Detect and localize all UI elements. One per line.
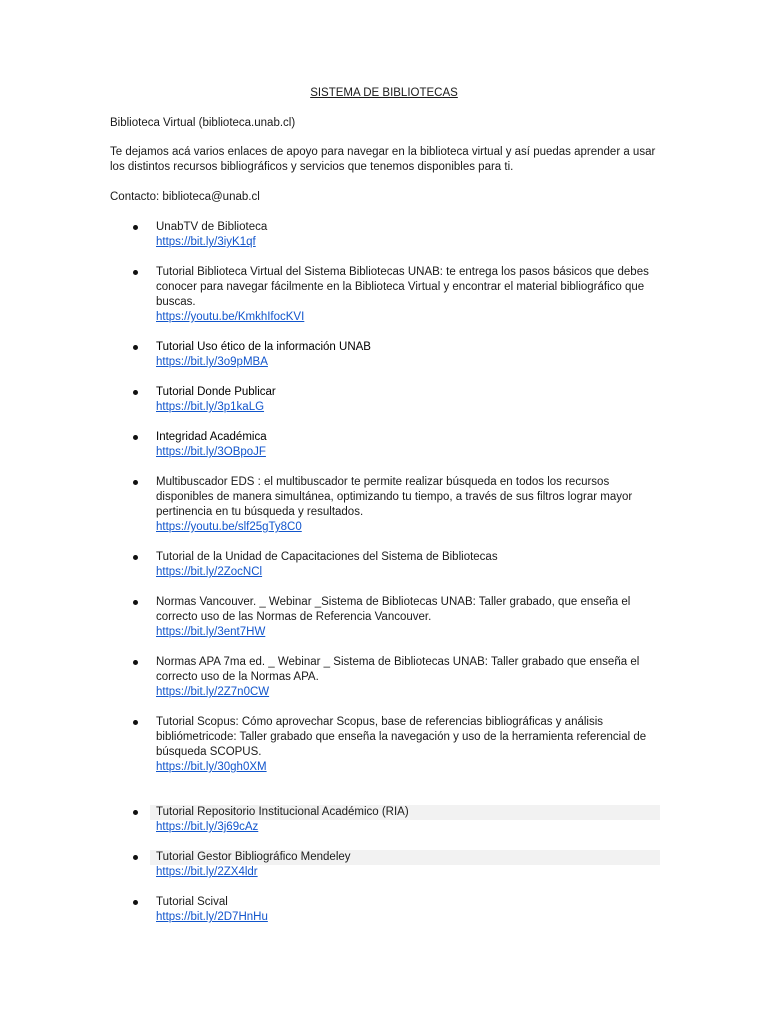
item-link[interactable]: https://bit.ly/2Z7n0CW bbox=[156, 686, 270, 698]
item-link[interactable]: https://youtu.be/slf25gTy8C0 bbox=[156, 521, 302, 533]
item-text: Tutorial Biblioteca Virtual del Sistema Bibliotecas UNAB: te entrega los pasos básicos que debes bbox=[156, 266, 649, 278]
item-text: búsqueda SCOPUS. bbox=[156, 746, 262, 758]
bullet-icon bbox=[133, 900, 138, 905]
intro-text-line-1: Te dejamos acá varios enlaces de apoyo para navegar en la biblioteca virtual y así puedas aprender a usar bbox=[110, 146, 656, 158]
library-line: Biblioteca Virtual (biblioteca.unab.cl) bbox=[110, 117, 296, 129]
intro-text-line-2: los distintos recursos bibliográficos y servicios que tenemos disponibles para ti. bbox=[110, 161, 514, 173]
item-link[interactable]: https://bit.ly/30gh0XM bbox=[156, 761, 267, 773]
bullet-icon bbox=[133, 600, 138, 605]
item-text: Tutorial Scival bbox=[156, 896, 228, 908]
item-link[interactable]: https://bit.ly/3OBpoJF bbox=[156, 446, 266, 458]
item-text: pertinencia en tu búsqueda y resultados. bbox=[156, 506, 364, 518]
item-link[interactable]: https://bit.ly/3o9pMBA bbox=[156, 356, 268, 368]
item-text: disponibles de manera simultánea, optimizando tu tiempo, a través de sus filtros lograr mayor bbox=[156, 491, 633, 503]
bullet-icon bbox=[133, 390, 138, 395]
item-text: Tutorial Gestor Bibliográfico Mendeley bbox=[156, 851, 351, 863]
bullet-icon bbox=[133, 855, 138, 860]
bullet-icon bbox=[133, 435, 138, 440]
item-text: Tutorial Scopus: Cómo aprovechar Scopus, base de referencias bibliográficas y análisis bbox=[156, 716, 604, 728]
bullet-icon bbox=[133, 225, 138, 230]
bullet-icon bbox=[133, 345, 138, 350]
item-text: Tutorial Donde Publicar bbox=[156, 386, 276, 398]
item-link[interactable]: https://bit.ly/2ZX4ldr bbox=[156, 866, 258, 878]
item-link[interactable]: https://youtu.be/KmkhIfocKVI bbox=[156, 311, 305, 323]
item-text: Tutorial Uso ético de la información UNAB bbox=[156, 341, 371, 353]
item-text: correcto uso de la Normas APA. bbox=[156, 671, 319, 683]
bullet-icon bbox=[133, 480, 138, 485]
bullet-icon bbox=[133, 660, 138, 665]
bullet-icon bbox=[133, 270, 138, 275]
item-text: Normas APA 7ma ed. _ Webinar _ Sistema de Bibliotecas UNAB: Taller grabado que enseña el bbox=[156, 656, 640, 668]
bullet-icon bbox=[133, 810, 138, 815]
item-link[interactable]: https://bit.ly/2D7HnHu bbox=[156, 911, 268, 923]
item-link[interactable]: https://bit.ly/2ZocNCl bbox=[156, 566, 263, 578]
item-link[interactable]: https://bit.ly/3p1kaLG bbox=[156, 401, 265, 413]
item-link[interactable]: https://bit.ly/3iyK1qf bbox=[156, 236, 256, 248]
item-text: conocer para navegar fácilmente en la Biblioteca Virtual y encontrar el material bibliográfico que bbox=[156, 281, 645, 293]
bullet-icon bbox=[133, 720, 138, 725]
bullet-icon bbox=[133, 555, 138, 560]
item-text: Tutorial Repositorio Institucional Académico (RIA) bbox=[156, 806, 409, 818]
item-text: Tutorial de la Unidad de Capacitaciones del Sistema de Bibliotecas bbox=[156, 551, 498, 563]
item-link[interactable]: https://bit.ly/3j69cAz bbox=[156, 821, 259, 833]
item-link[interactable]: https://bit.ly/3ent7HW bbox=[156, 626, 266, 638]
item-text: Multibuscador EDS : el multibuscador te permite realizar búsqueda en todos los recursos bbox=[156, 476, 610, 488]
item-text: UnabTV de Biblioteca bbox=[156, 221, 268, 233]
item-text: Normas Vancouver. _ Webinar _Sistema de Bibliotecas UNAB: Taller grabado, que enseña el bbox=[156, 596, 631, 608]
item-text: Integridad Académica bbox=[156, 431, 267, 443]
contact-line: Contacto: biblioteca@unab.cl bbox=[110, 191, 260, 203]
page-title: SISTEMA DE BIBLIOTECAS bbox=[310, 87, 458, 99]
item-text: bibliómetricode: Taller grabado que enseña la navegación y uso de la herramienta referencial de bbox=[156, 731, 647, 743]
item-text: correcto uso de las Normas de Referencia Vancouver. bbox=[156, 611, 432, 623]
item-text: buscas. bbox=[156, 296, 196, 308]
